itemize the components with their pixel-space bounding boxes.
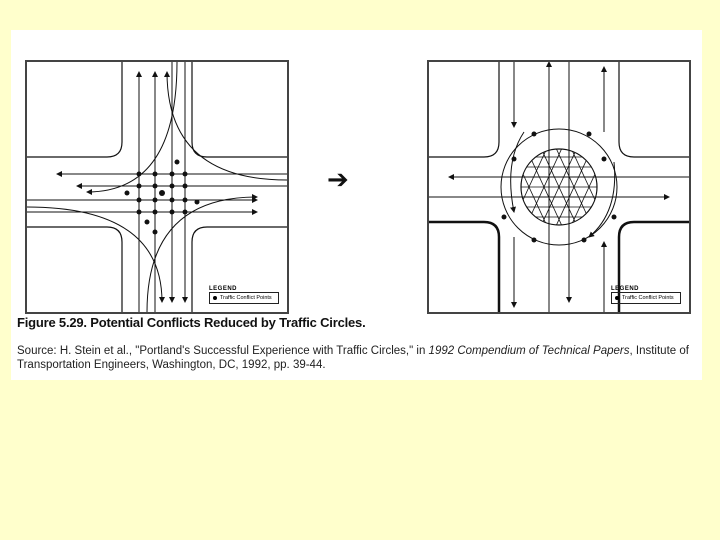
left-legend-title: LEGEND [209,286,238,292]
traffic-circle-diagram [427,60,691,314]
figure-caption-source [17,344,697,372]
right-legend [611,286,681,304]
figure [11,30,702,380]
conflict-points [125,160,200,235]
intersection-drawing [27,62,287,312]
conflict-point-dot-icon [213,296,217,300]
source-publication-title: 1992 Compendium of Technical Papers [428,345,630,357]
right-arrow-icon: ➔ [327,165,349,195]
conventional-intersection-diagram [25,60,289,314]
right-legend-item: Traffic Conflict Points [622,295,674,301]
conflict-point-dot-icon [615,296,619,300]
source-suffix: , Institute of Transportation Engineers, Washington, DC, 1992, pp. 39-44. [17,345,689,371]
left-legend [209,286,279,304]
left-legend-item: Traffic Conflict Points [220,295,272,301]
source-prefix: Source: H. Stein et al., "Portland's Successful Experience with Traffic Circles," in [17,345,429,357]
right-legend-title: LEGEND [611,286,640,292]
figure-caption-title: Figure 5.29. Potential Conflicts Reduced by Traffic Circles. [17,315,366,330]
central-island-hatching [484,122,634,252]
traffic-circle-drawing [429,62,689,312]
